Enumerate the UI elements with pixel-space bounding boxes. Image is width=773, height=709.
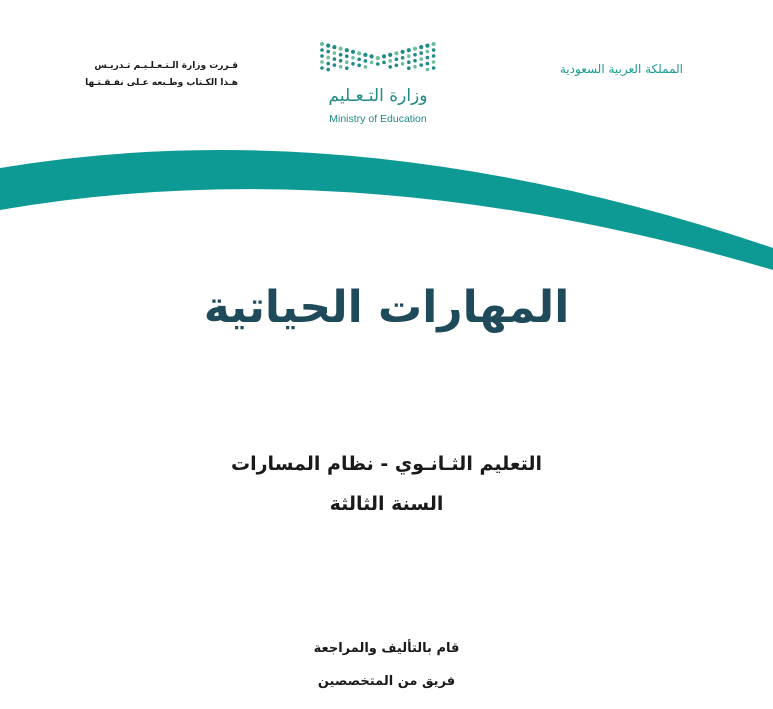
logo-dot: [332, 45, 336, 49]
logo-dot: [426, 68, 430, 72]
logo-dot: [326, 44, 330, 48]
logo-dot: [357, 51, 361, 55]
logo-dot: [382, 54, 386, 58]
logo-dot: [407, 54, 411, 58]
logo-dot: [345, 60, 349, 64]
logo-dot: [407, 66, 411, 70]
teal-arc-band: [0, 128, 773, 278]
logo-dot: [426, 62, 430, 66]
logo-dot: [351, 62, 355, 66]
logo-dot: [432, 42, 436, 46]
logo-dot: [432, 48, 436, 52]
logo-dot: [333, 57, 337, 61]
decree-line-2: هـذا الكـتاب وطـبعه عـلى نفـقـتـها: [85, 78, 238, 88]
logo-english-name: Ministry of Education: [329, 113, 427, 125]
logo-dot: [394, 51, 398, 55]
book-subtitle-stage: التعليم الثـانـوي - نظام المسارات: [231, 453, 542, 475]
credits-team: فريق من المتخصصين: [317, 674, 456, 689]
logo-dot: [419, 63, 423, 67]
logo-dot: [425, 44, 429, 48]
logo-dot: [326, 50, 330, 54]
logo-dot: [320, 48, 324, 52]
logo-dot: [419, 51, 423, 55]
logo-dot: [413, 47, 417, 51]
logo-dot: [388, 53, 392, 57]
logo-dot: [357, 64, 361, 68]
logo-dot: [382, 61, 386, 65]
logo-dot: [326, 68, 330, 72]
logo-arabic-name: وزارة التـعـليم: [328, 86, 428, 106]
book-subtitle-year: السنة الثالثة: [329, 493, 444, 515]
logo-dot: [395, 64, 399, 68]
logo-dot: [376, 56, 380, 60]
logo-dot: [345, 54, 349, 58]
logo-dot: [432, 54, 436, 58]
logo-dot: [320, 54, 324, 58]
logo-dot: [388, 65, 392, 69]
logo-dot: [432, 66, 436, 70]
logo-dot: [351, 50, 355, 54]
logo-dot: [370, 54, 374, 58]
ministry-logo: [318, 40, 438, 130]
logo-dot: [363, 53, 367, 57]
logo-dot: [333, 51, 337, 55]
logo-dot: [401, 62, 405, 66]
logo-dot: [339, 65, 343, 69]
logo-dot: [413, 59, 417, 63]
logo-dot: [419, 45, 423, 49]
logo-dot: [357, 58, 361, 62]
logo-dot: [333, 63, 337, 67]
ministry-dots-icon: [318, 40, 438, 82]
decree-line-1: قـررت وزارة الـتـعـلـيـم تـدريـس: [94, 61, 238, 71]
logo-dot: [339, 53, 343, 57]
kingdom-name: المملكة العربية السعودية: [559, 62, 683, 76]
logo-dot: [407, 48, 411, 52]
logo-dot: [419, 57, 423, 61]
logo-dot: [339, 59, 343, 63]
credits-authoring: قام بالتأليف والمراجعة: [313, 641, 460, 656]
logo-dot: [401, 56, 405, 60]
logo-dot: [376, 62, 380, 66]
logo-dot: [432, 60, 436, 64]
logo-dot: [326, 56, 330, 60]
logo-dot: [364, 65, 368, 69]
ministry-decree: [78, 58, 238, 92]
logo-dot: [426, 50, 430, 54]
logo-dot: [345, 48, 349, 52]
logo-dot: [413, 53, 417, 57]
logo-dot: [320, 66, 324, 70]
logo-dot: [364, 59, 368, 63]
logo-dot: [401, 50, 405, 54]
logo-dot: [407, 60, 411, 64]
book-title: المهارات الحياتية: [203, 282, 570, 333]
logo-dot: [326, 62, 330, 66]
logo-dot: [320, 42, 324, 46]
logo-dot: [370, 61, 374, 65]
logo-dot: [388, 59, 392, 63]
logo-dot: [413, 65, 417, 69]
logo-dot: [339, 47, 343, 51]
logo-dot: [345, 66, 349, 70]
logo-dot: [395, 58, 399, 62]
logo-dot: [351, 56, 355, 60]
logo-dot: [320, 60, 324, 64]
logo-dot: [426, 56, 430, 60]
